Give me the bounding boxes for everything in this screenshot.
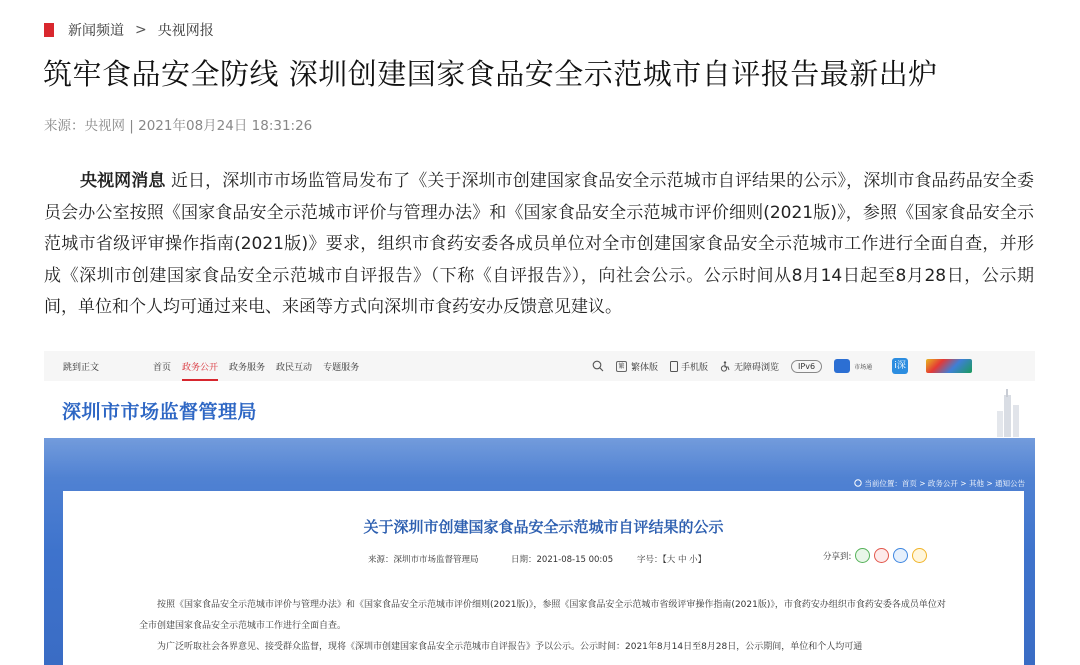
market-app-link[interactable]	[834, 359, 872, 373]
breadcrumb-separator: >	[135, 22, 147, 38]
channel-marker-icon	[44, 23, 54, 37]
accessibility-link[interactable]	[720, 360, 779, 373]
notice-date: 日期：2021-08-15 00:05	[511, 555, 614, 565]
traditional-chinese-toggle[interactable]	[616, 360, 658, 373]
agency-name: 深圳市市场监督管理局	[62, 401, 258, 423]
building-skyline-icon	[993, 389, 1023, 437]
notice-paragraph-2: 为广泛听取社会各界意见、接受群众监督，现将《深圳市创建国家食品安全示范城市自评报告》予以公示。公示时间：2021年8月14日至8月28日，公示期间，单位和个人均可通	[157, 642, 863, 652]
wheelchair-icon	[720, 361, 731, 372]
ipv6-badge: IPv6	[791, 360, 822, 373]
menu-item-home[interactable]: 首页	[153, 362, 172, 373]
accessibility-label: 无障碍浏览	[734, 362, 780, 373]
article-text: 近日，深圳市市场监管局发布了《关于深圳市创建国家食品安全示范城市自评结果的公示》，深圳市食品药品安全委员会办公室按照《国家食品安全示范城市评价与管理办法》和《国家食品安全示范城市评价细则(2021版)》，参照《国家食品安全示范城市省级评审操作指南(2021版)》要求，组织市食药安委各成员单位对全市创建国家食品安全示范城市工作进行全面自查，并形成《深圳市创建国家食品安全示范城市自评报告》（下称《自评报告》），向社会公示。公示时间从8月14日起至8月28日，公示期间，单位和个人均可通过来电、来函等方式向深圳市食药安办反馈意见建议。	[44, 171, 1035, 318]
notice-card	[63, 491, 1024, 665]
market-app-label: 市场通	[854, 363, 873, 371]
breadcrumb-section-link[interactable]: 央视网报	[157, 23, 214, 39]
article-body	[44, 166, 1034, 324]
article-lead: 央视网消息	[80, 171, 166, 191]
notice-body	[139, 595, 949, 658]
mobile-label: 手机版	[681, 362, 709, 373]
notice-source: 来源：深圳市市场监督管理局	[368, 555, 479, 565]
notice-title: 关于深圳市创建国家食品安全示范城市自评结果的公示	[363, 518, 724, 536]
site-top-nav	[44, 351, 1035, 381]
breadcrumb-channel-link[interactable]: 新闻频道	[68, 23, 124, 39]
share-label: 分享到:	[823, 551, 852, 562]
article-meta: 来源：央视网 | 2021年08月24日 18:31:26	[44, 118, 313, 134]
breadcrumb	[44, 20, 214, 40]
market-app-icon	[834, 359, 850, 373]
traditional-icon: 繁	[616, 361, 627, 372]
site-menu	[153, 352, 370, 381]
embedded-screenshot	[44, 351, 1035, 665]
qzone-share-icon[interactable]	[912, 548, 927, 563]
site-banner	[44, 381, 1035, 438]
shenzhen-logo-icon	[926, 359, 972, 373]
menu-item-gov-service[interactable]: 政务服务	[229, 362, 266, 373]
location-pin-icon	[854, 479, 862, 487]
menu-item-gov-open[interactable]: 政务公开	[182, 352, 218, 381]
share-bar	[823, 548, 927, 563]
i-shenzhen-icon[interactable]: i深	[892, 358, 908, 374]
mobile-version-link[interactable]	[670, 360, 708, 373]
page-title: 筑牢食品安全防线 深圳创建国家食品安全示范城市自评报告最新出炉	[43, 57, 938, 91]
traditional-label: 繁体版	[631, 362, 659, 373]
menu-item-interaction[interactable]: 政民互动	[276, 362, 313, 373]
site-tools	[592, 358, 972, 374]
font-size-selector[interactable]: 字号：【大 中 小】	[637, 555, 707, 565]
qq-share-icon[interactable]	[893, 548, 908, 563]
skip-to-content-link[interactable]: 跳到正文	[63, 362, 100, 373]
phone-icon	[670, 361, 678, 372]
location-breadcrumb	[854, 478, 1025, 489]
weibo-share-icon[interactable]	[874, 548, 889, 563]
search-icon[interactable]	[592, 360, 604, 372]
location-text: 当前位置：首页 > 政务公开 > 其他 > 通知公告	[864, 479, 1025, 488]
wechat-share-icon[interactable]	[855, 548, 870, 563]
notice-paragraph-1: 按照《国家食品安全示范城市评价与管理办法》和《国家食品安全示范城市评价细则(2021版)》，参照《国家食品安全示范城市省级评审操作指南(2021版)》，市食药安办组织市食药安委各成员单位对全市创建国家食品安全示范城市工作进行全面自查。	[139, 600, 946, 631]
menu-item-topics[interactable]: 专题服务	[323, 362, 360, 373]
